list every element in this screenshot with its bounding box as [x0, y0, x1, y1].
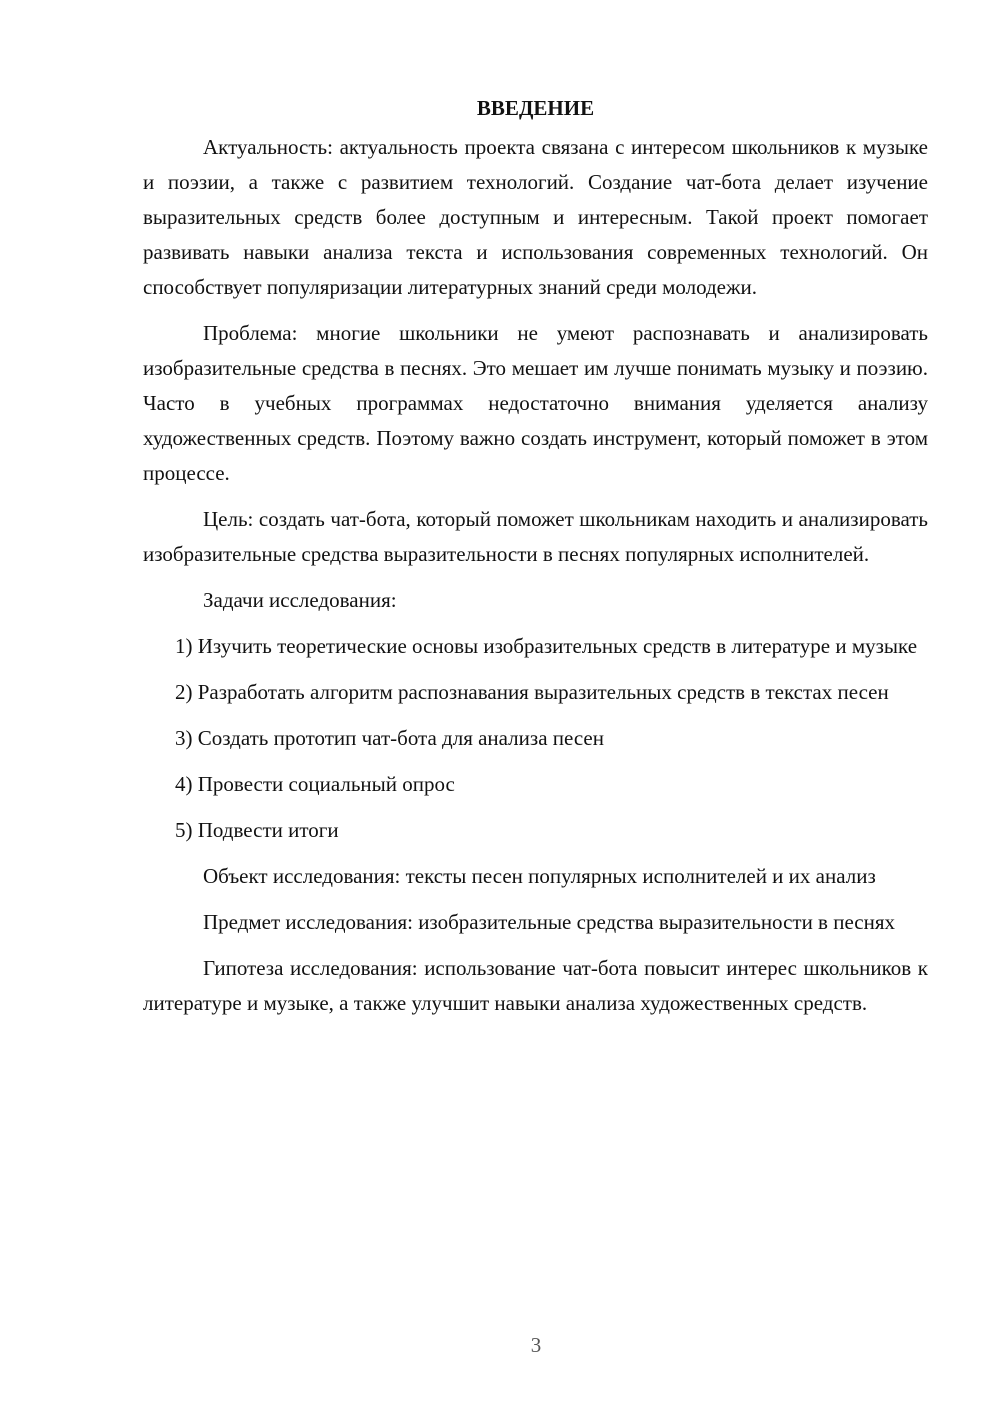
section-heading: ВВЕДЕНИЕ [476, 96, 595, 120]
task-item: 4) Провести социальный опрос [175, 772, 455, 796]
problem-paragraph: Проблема: многие школьники не умеют распознавать и анализировать изобразительные средства в песнях. Это мешает им лучше понимать музыку и поэзию. Часто в учебных программах недостаточно внимания уделяется анализу художественных средств. Поэтому важно создать инструмент, который поможет в этом процессе. [143, 321, 928, 485]
hypothesis-paragraph: Гипотеза исследования: использование чат-бота повысит интерес школьников к литературе и музыке, а также улучшит навыки анализа художественных средств. [143, 956, 928, 1015]
task-item: 5) Подвести итоги [175, 818, 339, 842]
task-item: 3) Создать прототип чат-бота для анализа песен [175, 726, 604, 750]
goal-paragraph: Цель: создать чат-бота, который поможет школьникам находить и анализировать изобразительные средства выразительности в песнях популярных исполнителей. [143, 507, 928, 566]
task-item: 2) Разработать алгоритм распознавания выразительных средств в текстах песен [175, 680, 889, 704]
object-paragraph: Объект исследования: тексты песен популярных исполнителей и их анализ [203, 864, 876, 888]
document-page [143, 94, 928, 1032]
page-number: 3 [530, 1333, 542, 1357]
relevance-paragraph: Актуальность: актуальность проекта связана с интересом школьников к музыке и поэзии, а также с развитием технологий. Создание чат-бота делает изучение выразительных средств более доступным и интересным. Такой проект помогает развивать навыки анализа текста и использования современных технологий. Он способствует популяризации литературных знаний среди молодежи. [143, 135, 928, 299]
task-item: 1) Изучить теоретические основы изобразительных средств в литературе и музыке [175, 634, 918, 658]
tasks-intro: Задачи исследования: [203, 588, 397, 612]
subject-paragraph: Предмет исследования: изобразительные средства выразительности в песнях [203, 910, 896, 934]
